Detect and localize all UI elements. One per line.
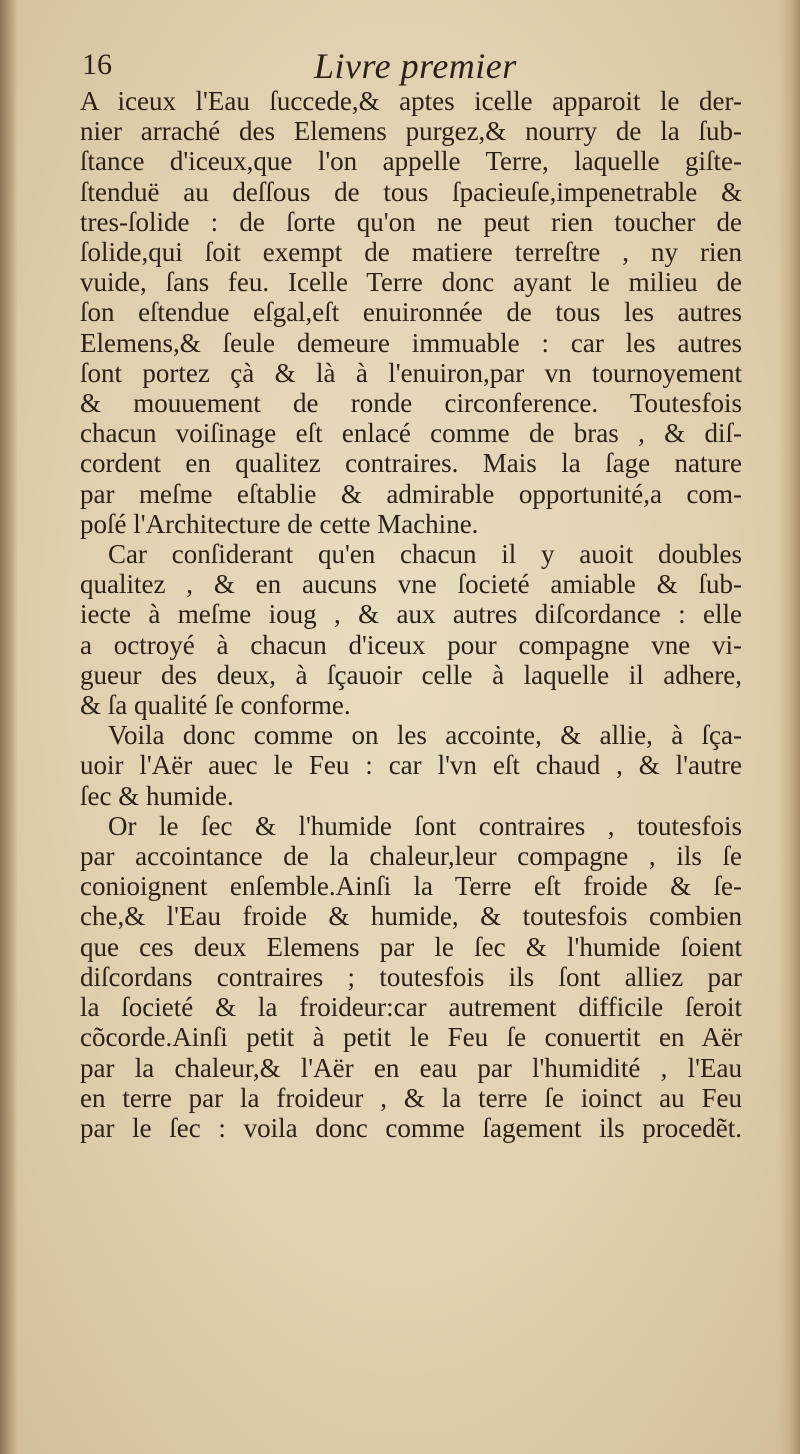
- running-title: Livre premier: [314, 46, 517, 86]
- text-line: a octroyé à chacun d'iceux pour compagne vne vi-: [80, 629, 742, 660]
- text-line: cõcorde.Ainſi petit à petit le Feu ſe conuertit en Aër: [80, 1022, 742, 1053]
- body-text: [80, 86, 742, 1143]
- text-line: che,& l'Eau froide & humide, & toutesfois combien: [80, 901, 742, 932]
- page-number: 16: [82, 48, 112, 81]
- text-line: ſtance d'iceux,que l'on appelle Terre, laquelle giſte-: [80, 146, 742, 177]
- text-line: par meſme eſtablie & admirable opportunité,a com-: [80, 478, 742, 509]
- text-line: gueur des deux, à ſçauoir celle à laquelle il adhere,: [80, 659, 742, 690]
- text-line: Or le ſec & l'humide ſont contraires , toutesfois: [108, 810, 742, 841]
- text-line: Car conſiderant qu'en chacun il y auoit doubles: [108, 539, 742, 570]
- text-line: en terre par la froideur , & la terre ſe ioinct au Feu: [80, 1082, 742, 1113]
- text-line: ſtenduë au deſſous de tous ſpacieuſe,impenetrable &: [80, 176, 742, 207]
- page-edge-shadow: [778, 0, 800, 1454]
- text-line: A iceux l'Eau ſuccede,& aptes icelle apparoit le der-: [80, 86, 742, 116]
- text-line: qualitez , & en aucuns vne ſocieté amiable & ſub-: [80, 569, 742, 600]
- text-line: vuide, ſans feu. Icelle Terre donc ayant le milieu de: [80, 267, 742, 298]
- text-line: la ſocieté & la froideur:car autrement difficile ſeroit: [80, 992, 742, 1023]
- text-line: Voila donc comme on les accointe, & allie, à ſça-: [108, 720, 742, 751]
- text-line: nier arraché des Elemens purgez,& nourry de la ſub-: [80, 116, 742, 147]
- paragraph: [80, 720, 742, 811]
- text-line: & ſa qualité ſe conforme.: [80, 690, 351, 721]
- text-line: chacun voiſinage eſt enlacé comme de bras , & diſ-: [80, 418, 742, 449]
- text-line: conioignent enſemble.Ainſi la Terre eſt froide & ſe-: [80, 871, 742, 902]
- text-line: uoir l'Aër auec le Feu : car l'vn eſt chaud , & l'autre: [80, 750, 742, 781]
- paragraph: [80, 539, 742, 720]
- text-line: cordent en qualitez contraires. Mais la ſage nature: [80, 448, 742, 479]
- binding-shadow: [0, 0, 18, 1454]
- text-line: iecte à meſme ioug , & aux autres diſcordance : elle: [80, 599, 742, 630]
- text-line: par accointance de la chaleur,leur compagne , ils ſe: [80, 841, 742, 872]
- text-line: diſcordans contraires ; toutesfois ils ſont alliez par: [80, 961, 742, 992]
- text-line: poſé l'Architecture de cette Machine.: [80, 508, 479, 539]
- text-line: ſont portez çà & là à l'enuiron,par vn tournoyement: [80, 357, 742, 388]
- text-line: tres-ſolide : de ſorte qu'on ne peut rien toucher de: [80, 206, 742, 237]
- text-line: par la chaleur,& l'Aër en eau par l'humidité , l'Eau: [80, 1052, 742, 1083]
- text-line: & mouuement de ronde circonference. Toutesfois: [80, 388, 742, 419]
- paragraph: [80, 86, 742, 539]
- text-line: ſon eſtendue eſgal,eſt enuironnée de tous les autres: [80, 297, 742, 328]
- paragraph: [80, 811, 742, 1143]
- page-header: [82, 46, 742, 90]
- text-line: que ces deux Elemens par le ſec & l'humide ſoient: [80, 931, 742, 962]
- text-line: Elemens,& ſeule demeure immuable : car les autres: [80, 327, 742, 358]
- text-line: ſec & humide.: [80, 780, 234, 811]
- text-line: ſolide,qui ſoit exempt de matiere terreſtre , ny rien: [80, 237, 742, 268]
- text-line: par le ſec : voila donc comme ſagement ils procedẽt.: [80, 1112, 742, 1143]
